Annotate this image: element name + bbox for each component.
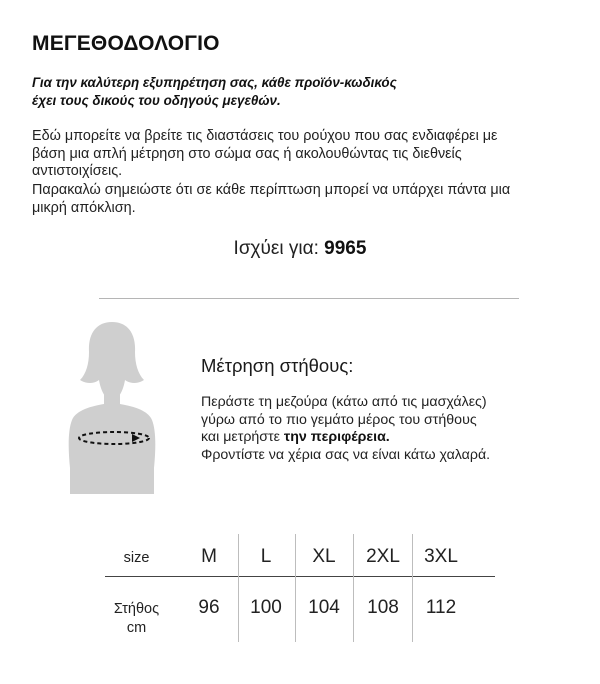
section-divider <box>99 298 519 299</box>
note-paragraph <box>32 182 572 217</box>
note-line: Παρακαλώ σημειώστε ότι σε κάθε περίπτωση μπορεί να υπάρχει πάντα μια <box>32 182 511 198</box>
table-header-size-label: size <box>123 550 150 566</box>
size-table <box>105 534 497 642</box>
table-row-label <box>105 600 168 638</box>
table-cell-value: 96 <box>198 597 220 618</box>
table-header-size: L <box>260 546 272 567</box>
table-header-size: 2XL <box>366 546 400 567</box>
row-label-name: Στήθος <box>113 601 160 617</box>
table-header-size: 3XL <box>424 546 458 567</box>
instruction-line: Περάστε τη μεζούρα (κάτω από τις μασχάλες) <box>201 394 487 410</box>
instruction-prefix: και μετρήστε <box>201 429 284 445</box>
product-code: 9965 <box>324 238 367 259</box>
instruction-line: γύρω από το πιο γεμάτο μέρος του στήθους <box>201 411 477 428</box>
table-cell-value: 108 <box>367 597 399 618</box>
intro-line: αντιστοιχίσεις. <box>32 163 123 179</box>
table-column-rule <box>412 534 413 642</box>
row-label-unit: cm <box>126 620 147 636</box>
intro-line: βάση μια απλή μέτρηση στο σώμα σας ή ακολουθώντας τις διεθνείς <box>32 145 462 162</box>
subtitle <box>32 74 552 110</box>
table-column-rule <box>295 534 296 642</box>
subtitle-line: Για την καλύτερη εξυπηρέτηση σας, κάθε προϊόν-κωδικός <box>32 75 397 90</box>
intro-line: Εδώ μπορείτε να βρείτε τις διαστάσεις του ρούχου που σας ενδιαφέρει με <box>32 128 498 144</box>
table-column-rule <box>353 534 354 642</box>
woman-torso-silhouette-icon <box>62 318 162 494</box>
applies-to <box>0 238 600 260</box>
instruction-line <box>201 429 581 447</box>
table-header-size: XL <box>312 546 336 567</box>
subtitle-line: έχει τους δικούς του οδηγούς μεγεθών. <box>32 93 281 108</box>
page-title: ΜΕΓΕΘΟΔΟΛΟΓΙΟ <box>32 32 220 55</box>
measurement-heading: Μέτρηση στήθους: <box>201 355 354 376</box>
note-line: μικρή απόκλιση. <box>32 199 136 216</box>
table-column-rule <box>238 534 239 642</box>
applies-label: Ισχύει για: <box>233 238 319 259</box>
intro-paragraph <box>32 128 572 181</box>
table-cell-value: 104 <box>308 597 340 618</box>
table-header-rule <box>105 576 495 577</box>
measurement-instructions <box>201 394 581 464</box>
instruction-emphasis: την περιφέρεια. <box>283 429 390 445</box>
table-cell-value: 112 <box>425 597 457 618</box>
table-header-size: M <box>201 546 217 567</box>
table-cell-value: 100 <box>250 597 282 618</box>
instruction-line: Φροντίστε να χέρια σας να είναι κάτω χαλαρά. <box>201 446 491 463</box>
